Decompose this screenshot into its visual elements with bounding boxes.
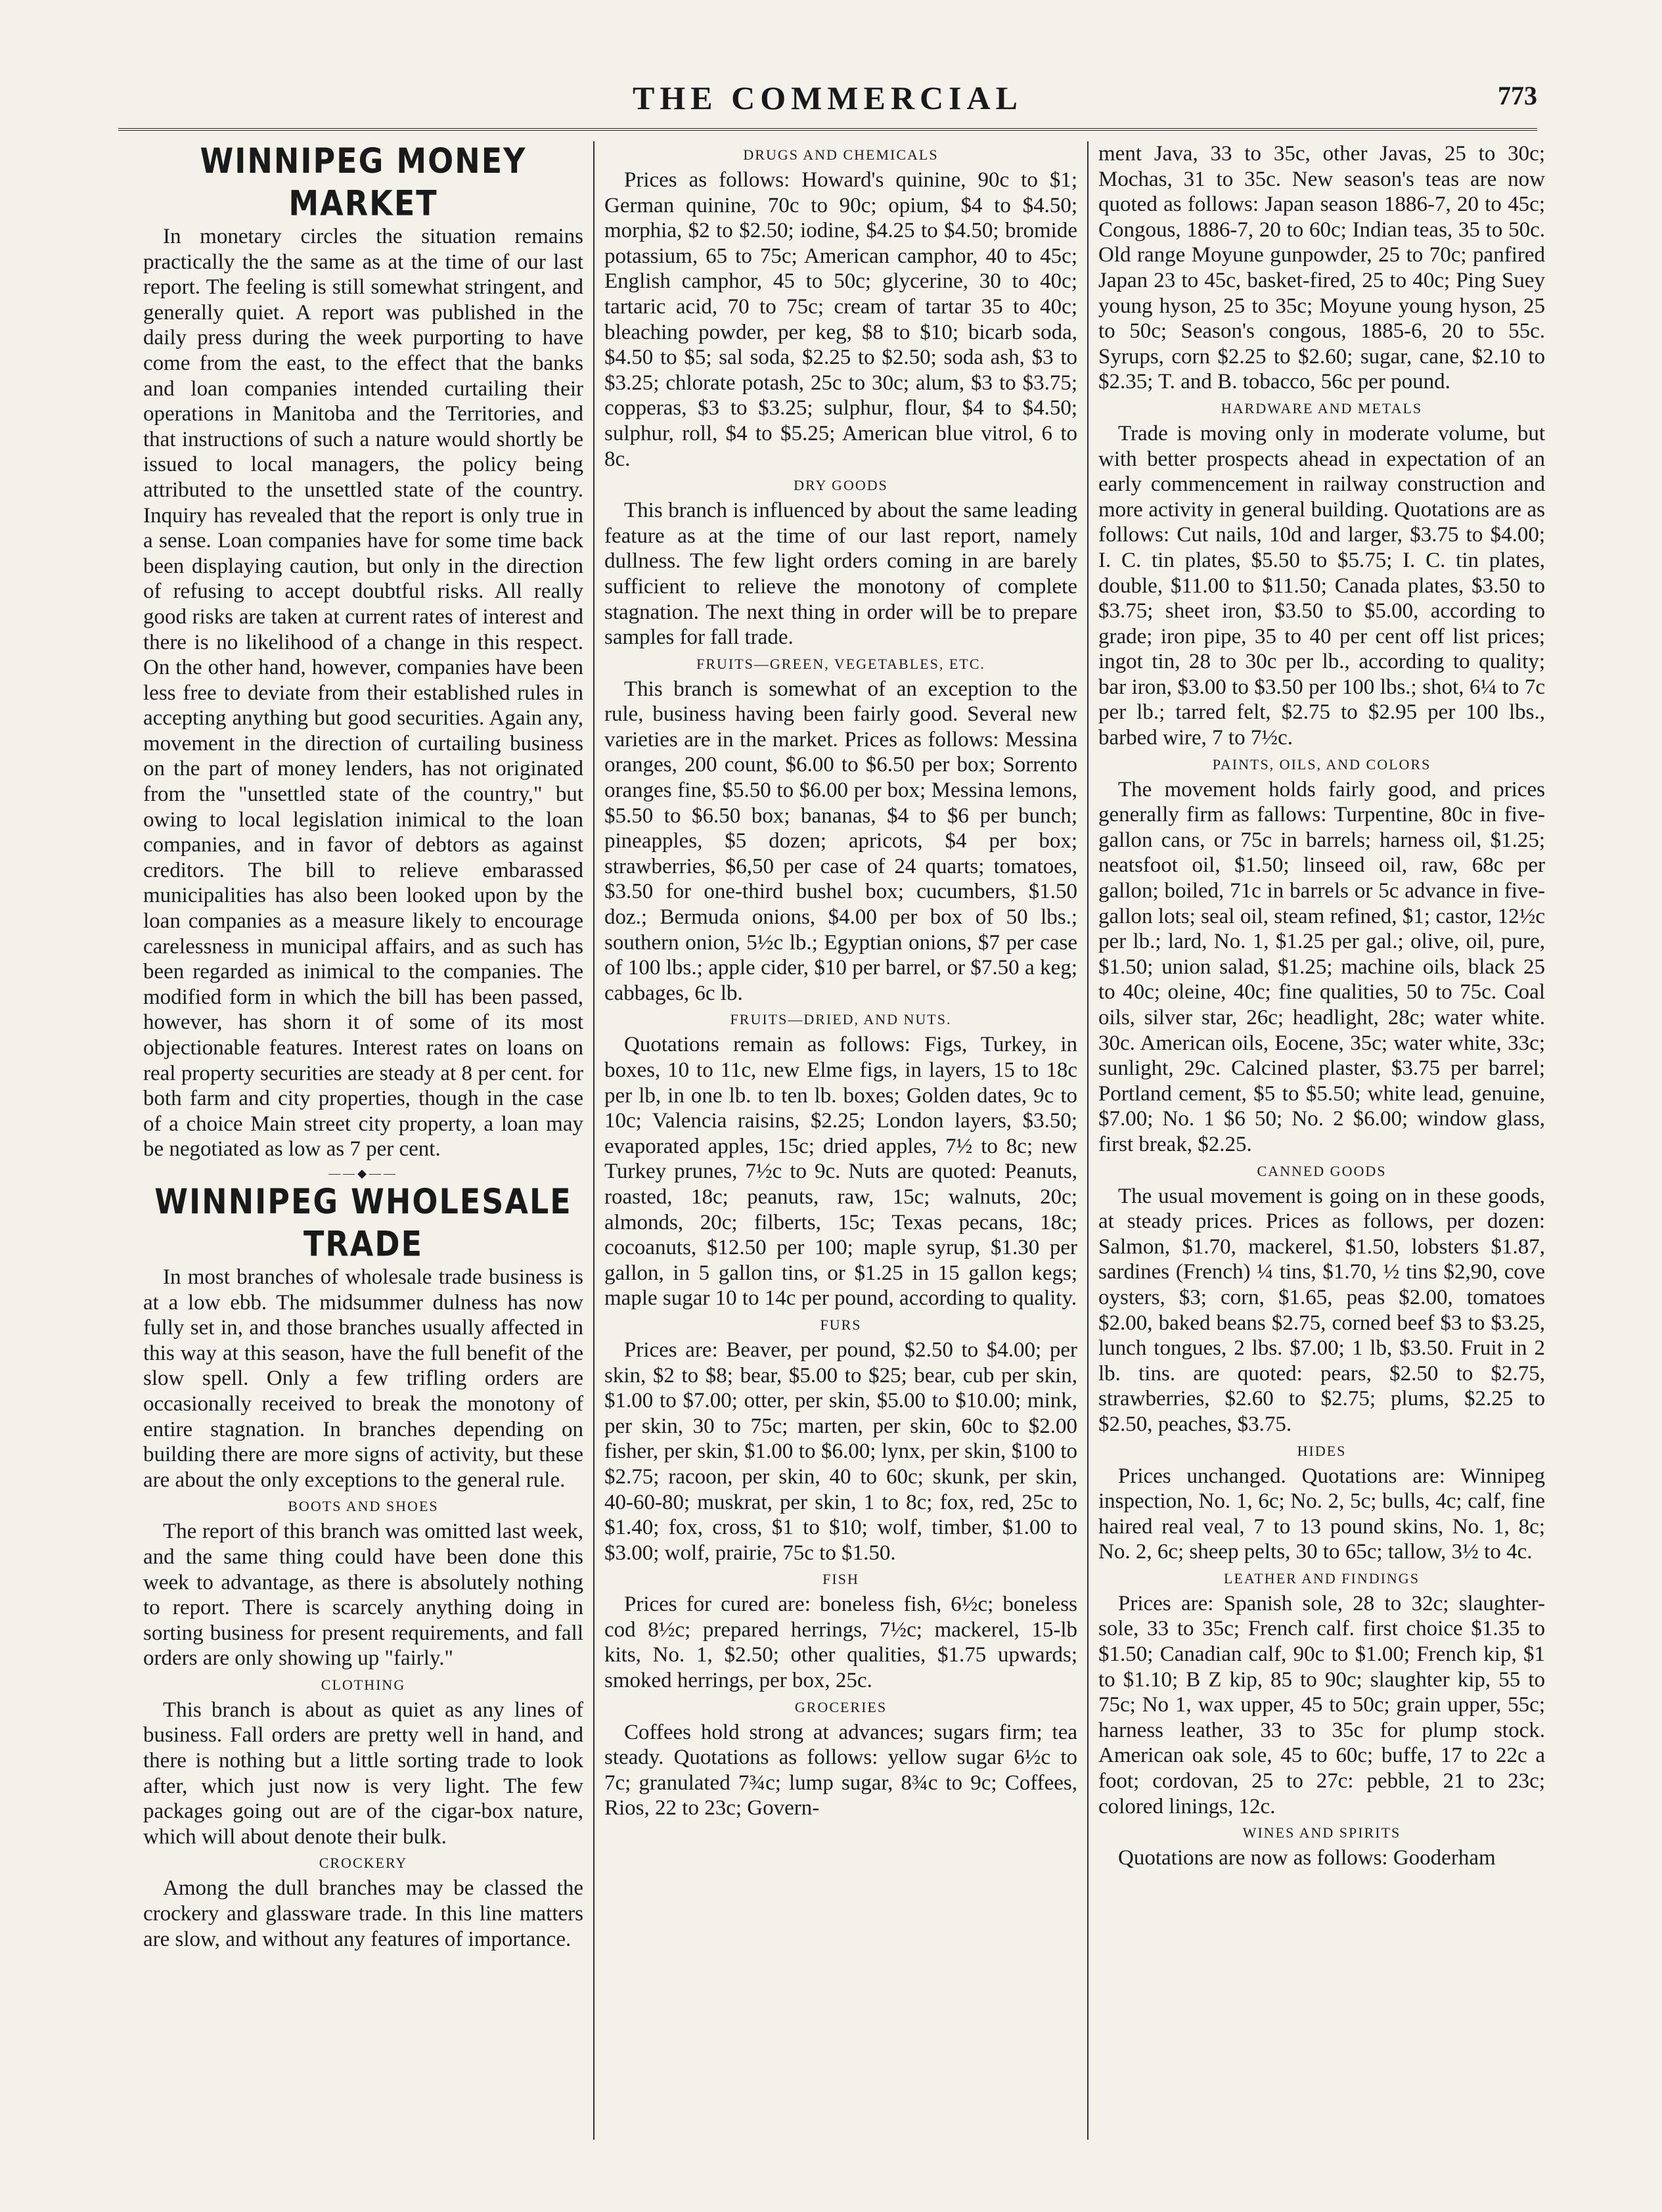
paints-paragraph: The movement holds fairly good, and prices generally firm as fallows: Turpentine, 80c in five-gallon cans, or 75c in barrels; harness oil, $1.25; neatsfoot oil, $1.50; linseed oil, raw, 68c per gallon; boiled, 71c in barrels or 5c advance in five-gallon lots; seal oil, steam refined, $1; castor, 12½c per lb.; lard, No. 1, $1.25 per gal.; olive, oil, pure, $1.50; union salad, $1.25; machine oils, black 25 to 40c; oleine, 40c; fine qualities, 50 to 75c. Coal oils, silver star, 26c; headlight, 28c; water white. 30c. American oils, Eocene, 35c; water white, 33c; sunlight, 29c. Calcined plaster, $3.75 per barrel; Portland cement, $5 to $5.50; white lead, genuine, $7.00; No. 1 $6 50; No. 2 $6.00; window glass, first break, $2.25. <box>1098 777 1545 1156</box>
fruits-dried-paragraph: Quotations remain as follows: Figs, Turkey, in boxes, 10 to 11c, new Elme figs, in layers, 15 to 18c per lb, in one lb. to ten lb. boxes; Golden dates, 9c to 10c; Valencia raisins, $2.25; London layers, $3.50; evaporated apples, 15c; dried apples, 7½ to 8c; new Turkey prunes, 7½c to 9c. Nuts are quoted: Peanuts, roasted, 18c; peanuts, raw, 15c; walnuts, 20c; almonds, 20c; filberts, 15c; Texas pecans, 18c; cocoanuts, $12.50 per 100; maple syrup, $1.30 per gallon, in 5 gallon tins, or $1.25 in 15 gallon kegs; maple sugar 10 to 14c per pound, according to quality. <box>604 1033 1077 1311</box>
fruits-green-heading: FRUITS—GREEN, VEGETABLES, ETC. <box>696 655 985 672</box>
fish-heading: FISH <box>822 1571 859 1588</box>
dry-goods-paragraph: This branch is influenced by about the same leading feature as at the time of our last report, namely dullness. The few light orders coming in are barely sufficient to relieve the monotony of complete stagnation. The next thing in order will be to prepare samples for fall trade. <box>604 499 1077 650</box>
header-rule <box>118 128 1537 131</box>
dry-goods-heading: DRY GOODS <box>794 477 888 494</box>
furs-paragraph: Prices are: Beaver, per pound, $2.50 to $4.00; per skin, $2 to $8; bear, $5.00 to $25; bear, cub per skin, $1.00 to $7.00; otter, per skin, $5.00 to $10.00; mink, per skin, 30 to 75c; marten, per skin, 60c to $2.00 fisher, per skin, $1.00 to $6.00; lynx, per skin, $100 to $2.75; racoon, per skin, 40 to 60c; skunk, per skin, 40-60-80; muskrat, per skin, 1 to 8c; fox, red, 25c to $1.40; fox, cross, $1 to $10; wolf, timber, $1.00 to $3.00; wolf, prairie, 75c to $1.50. <box>604 1338 1077 1565</box>
paints-heading: PAINTS, OILS, AND COLORS <box>1212 756 1431 773</box>
crockery-heading: CROCKERY <box>319 1855 408 1872</box>
hides-paragraph: Prices unchanged. Quotations are: Winnipeg inspection, No. 1, 6c; No. 2, 5c; bulls, 4c; calf, fine haired real veal, 7 to 13 pound skins, No. 1, 8c; No. 2, 6c; sheep pelts, 30 to 65c; tallow, 3½ to 4c. <box>1098 1464 1545 1564</box>
publication-title: THE COMMERCIAL <box>633 79 1023 116</box>
boots-paragraph: The report of this branch was omitted last week, and the same thing could have been done this week to advantage, as there is absolutely nothing to report. There is scarcely anything doing in sorting business for present requirements, and fall orders are only showing up "fairly." <box>143 1520 583 1671</box>
column-3 <box>1098 141 1545 2133</box>
leather-paragraph: Prices are: Spanish sole, 28 to 32c; slaughter-sole, 33 to 35c; French calf. first choice $1.35 to $1.50; Canadian calf, 90c to $1.00; French kip, $1 to $1.10; B Z kip, 85 to 90c; slaughter kip, 55 to 75c; No 1, wax upper, 45 to 50c; grain upper, 55c; harness leather, 33 to 35c for plump stock. American oak sole, 45 to 60c; buffe, 17 to 22c a foot; cordovan, 25 to 27c: pebble, 21 to 23c; colored linings, 12c. <box>1098 1591 1545 1818</box>
groceries-paragraph: Coffees hold strong at advances; sugars firm; tea steady. Quotations as follows: yellow sugar 6½c to 7c; granulated 7¾c; lump sugar, 8¾c to 9c; Coffees, Rios, 22 to 23c; Govern- <box>604 1720 1077 1820</box>
page-number: 773 <box>1498 81 1537 110</box>
groceries-continued-paragraph: ment Java, 33 to 35c, other Javas, 25 to 30c; Mochas, 31 to 35c. New season's teas are now quoted as follows: Japan season 1886-7, 20 to 45c; Congous, 1886-7, 20 to 60c; Indian teas, 35 to 50c. Old range Moyune gunpowder, 25 to 70c; panfired Japan 23 to 45c, basket-fired, 25 to 40c; Ping Suey young hyson, 25 to 35c; Moyune young hyson, 25 to 50c; Season's congous, 1885-6, 20 to 55c. Syrups, corn $2.25 to $2.60; sugar, cane, $2.10 to $2.35; T. and B. tobacco, 56c per pound. <box>1098 142 1545 394</box>
canned-goods-heading: CANNED GOODS <box>1257 1162 1387 1179</box>
hardware-heading: HARDWARE AND METALS <box>1221 399 1423 417</box>
wines-paragraph: Quotations are now as follows: Gooderham <box>1118 1846 1496 1870</box>
money-market-headline: WINNIPEG MONEY MARKET <box>200 140 527 224</box>
column-2 <box>604 141 1077 2133</box>
clothing-paragraph: This branch is about as quiet as any lines of business. Fall orders are pretty well in hand, and there is nothing but a little sorting trade to look after, which just now is very light. The few packages going out are of the cigar-box nature, which will about denote their bulk. <box>143 1698 583 1849</box>
drugs-heading: DRUGS AND CHEMICALS <box>743 147 939 163</box>
fruits-dried-heading: FRUITS—DRIED, AND NUTS. <box>730 1011 952 1028</box>
boots-heading: BOOTS AND SHOES <box>288 1498 439 1515</box>
wholesale-trade-headline: WINNIPEG WHOLESALE TRADE <box>154 1181 572 1265</box>
leather-heading: LEATHER AND FINDINGS <box>1224 1569 1420 1587</box>
furs-heading: FURS <box>820 1316 862 1333</box>
drugs-paragraph: Prices as follows: Howard's quinine, 90c to $1; German quinine, 70c to 90c; opium, $4 to $4.50; morphia, $2 to $2.50; iodine, $4.25 to $4.50; bromide potassium, 65 to 75c; American camphor, 40 to 45c; English camphor, 45 to 50c; glycerine, 30 to 40c; tartaric acid, 70 to 75c; cream of tartar 35 to 40c; bleaching powder, per keg, $8 to $10; bicarb soda, $4.50 to $5; sal soda, $2.25 to $2.50; soda ash, $3 to $3.25; chlorate potash, 25c to 30c; alum, $3 to $3.75; copperas, $3 to $3.25; sulphur, flour, $4 to $4.50; sulphur, roll, $4 to $5.25; American blue vitrol, 6 to 8c. <box>604 168 1077 471</box>
clothing-heading: CLOTHING <box>321 1676 406 1693</box>
hides-heading: HIDES <box>1297 1442 1347 1459</box>
crockery-paragraph: Among the dull branches may be classed the crockery and glassware trade. In this line matters are slow, and without any features of importance. <box>143 1876 583 1951</box>
canned-goods-paragraph: The usual movement is going on in these goods, at steady prices. Prices as follows, per dozen: Salmon, $1.70, mackerel, $1.50, lobsters $1.87, sardines (French) ¼ tins, $1.70, ½ tins $2,90, cove oysters, $3; corn, $1.65, peas $2.00, tomatoes $2.00, baked beans $2.75, corned beef $3 to $3.25, lunch tongues, 2 lbs. $7.00; 1 lb, $3.50. Fruit in 2 lb. tins. are quoted: pears, $2.50 to $2.75, strawberries, $2.60 to $2.75; plums, $2.25 to $2.50, peaches, $3.75. <box>1098 1184 1545 1436</box>
hardware-paragraph: Trade is moving only in moderate volume, but with better prospects ahead in expectation of an early commencement in railway construction and more activity in general building. Quotations are as follows: Cut nails, 10d and larger, $3.75 to $4.00; I. C. tin plates, $5.50 to $5.75; I. C. tin plates, double, $11.00 to $11.50; Canada plates, $3.50 to $3.75; sheet iron, $3.50 to $5.00, according to grade; iron pipe, 35 to 40 per cent off list prices; ingot tin, 28 to 30c per lb., according to quality; bar iron, $3.00 to $3.50 per 100 lbs.; shot, 6¼ to 7c per lb.; tarred felt, $2.75 to $2.95 per 100 lbs., barbed wire, 7 to 7½c. <box>1098 421 1545 750</box>
column-divider-1 <box>593 141 595 2140</box>
wholesale-trade-paragraph: In most branches of wholesale trade business is at a low ebb. The midsummer dulness has now fully set in, and those branches usually affected in this way at this season, have the full benefit of the slow spell. Only a few trifling orders are occasionally received to break the monotony of entire stagnation. In branches depending on building there are more signs of activity, but these are about the only exceptions to the general rule. <box>143 1265 583 1492</box>
fish-paragraph: Prices for cured are: boneless fish, 6½c; boneless cod 8½c; prepared herrings, 7½c; mackerel, 15-lb kits, No. 1, $2.50; other qualities, $1.75 upwards; smoked herrings, per box, 25c. <box>604 1592 1077 1693</box>
groceries-heading: GROCERIES <box>794 1698 887 1715</box>
section-divider: ——◆—— <box>328 1166 398 1180</box>
money-market-paragraph: In monetary circles the situation remains practically the the same as at the time of our last report. The feeling is still somewhat stringent, and generally quiet. A report was published in the daily press during the week purporting to have come from the east, to the effect that the banks and loan companies intended curtailing their operations in Manitoba and the Territories, and that instructions of such a nature would shortly be issued to local managers, the policy being attributed to the unsettled state of the country. Inquiry has revealed that the report is only true in a sense. Loan companies have for some time back been displaying caution, but only in the direction of refusing to accept doubtful risks. All really good risks are taken at current rates of interest and there is no likelihood of a change in this respect. On the other hand, however, companies have been less free to deviate from their established rules in accepting anything but good securities. Again any, movement in the direction of curtailing business on the part of money lenders, has not originated from the "unsettled state of the country," but owing to local legislation inimical to the loan companies, and in favor of debtors as against creditors. The bill to relieve embarassed municipalities has also been looked upon by the loan companies as a measure likely to encourage carelessness in municipal affairs, and as such has been regarded as inimical to the companies. The modified form in which the bill has been passed, however, has shorn it of some of its most objectionable features. Interest rates on loans on real property securities are steady at 8 per cent. for both farm and city properties, though in the case of a choice Main street city property, a loan may be negotiated as low as 7 per cent. <box>143 225 583 1162</box>
wines-heading: WINES AND SPIRITS <box>1242 1824 1401 1841</box>
page-header <box>118 74 1537 120</box>
column-1 <box>143 141 583 2133</box>
fruits-green-paragraph: This branch is somewhat of an exception to the rule, business having been fairly good. Several new varieties are in the market. Prices as follows: Messina oranges, 200 count, $6.00 to $6.50 per box; Sorrento oranges fine, $5.50 to $6.00 per box; Messina lemons, $5.50 to $6.50 box; bananas, $4 to $6 per bunch; pineapples, $5 dozen; apricots, $4 per box; strawberries, $6,50 per case of 24 quarts; tomatoes, $3.50 for one-third bushel box; cucumbers, $1.50 doz.; Bermuda onions, $4.00 per box of 50 lbs.; southern onion, 5½c lb.; Egyptian onions, $7 per case of 100 lbs.; apple cider, $10 per barrel, or $7.50 a keg; cabbages, 6c lb. <box>604 677 1077 1005</box>
column-divider-2 <box>1087 141 1089 2140</box>
